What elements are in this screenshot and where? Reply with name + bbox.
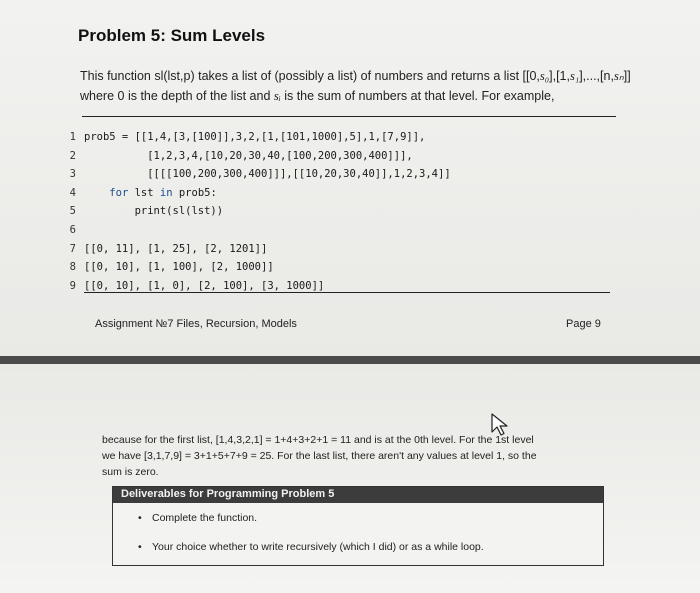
para-line: sum is zero. [102,466,159,478]
mouse-pointer-icon [490,412,512,436]
code-line: 6 [69,223,76,236]
problem-title: Problem 5: Sum Levels [78,26,266,45]
para-line: because for the first list, [1,4,3,2,1] = 1+4+3+2+1 = 11 and is at the 0th level. For the 1st level [102,434,534,446]
page-number: Page 9 [566,318,601,330]
code-line: 3 [[[[100,200,300,400]]],[[10,20,30,40]],1,2,3,4]] [69,168,451,181]
intro-text-c: ],...,[n, [579,69,614,83]
math-si: sᵢ [273,89,281,103]
code-line: 1 prob5 = [[1,4,[3,[100]],3,2,[1,[101,1000],5],1,[7,9]], [69,131,426,143]
para-line: we have [3,1,7,9] = 3+1+5+7+9 = 25. For the last list, there aren't any values at level 1, so the [102,450,537,462]
intro-text-f: is the sum of numbers at that level. For example, [280,89,555,103]
bullet-icon: • [138,541,142,553]
math-sn: sₙ [613,69,624,83]
deliverables-box [112,486,604,566]
code-line: 2 [1,2,3,4,[10,20,30,40,[100,200,300,400]]], [69,149,413,162]
code-top-rule [82,116,616,117]
intro-line-1 [80,66,640,86]
deliverable-item: • Complete the function. [138,512,258,524]
output-line: 9 [[0, 10], [1, 0], [2, 100], [3, 1000]] [69,279,325,292]
math-s1: s₁ [569,69,580,83]
bullet-icon: • [138,512,142,524]
problem-intro [80,66,640,106]
intro-text-d: ]] [623,69,631,83]
intro-text-b: ],[1, [549,69,570,83]
intro-text-e: where 0 is the depth of the list and [80,89,274,103]
intro-line-2 [80,86,640,106]
output-line: 7 [[0, 11], [1, 25], [2, 1201]] [69,242,268,255]
deliverable-item: • Your choice whether to write recursively (which I did) or as a while loop. [138,541,484,553]
code-line: 5 print(sl(lst)) [69,205,224,218]
code-listing [62,128,451,295]
output-line: 8 [[0, 10], [1, 100], [2, 1000]] [69,261,274,274]
code-line: 4 for lst in prob5: [69,186,217,199]
code-bottom-rule [84,292,610,293]
intro-text-a: This function sl(lst,p) takes a list of (possibly a list) of numbers and returns a list [[0, [80,69,540,83]
explanation-paragraph [102,432,622,480]
math-s0: s₀ [539,69,550,83]
page-footer-title: Assignment №7 Files, Recursion, Models [95,318,297,330]
deliverables-title: Deliverables for Programming Problem 5 [113,487,603,503]
